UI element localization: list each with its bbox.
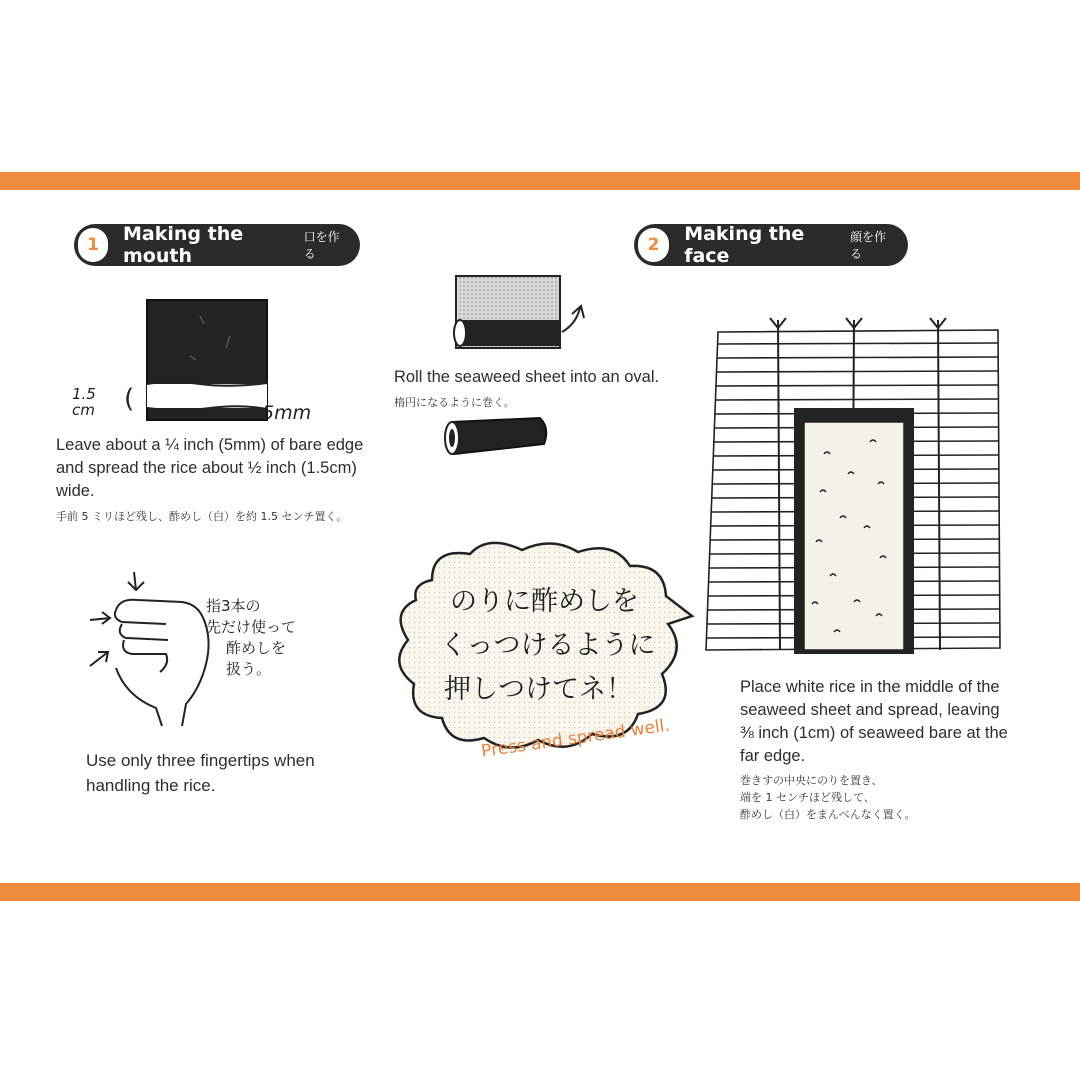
hand-illustration xyxy=(86,568,226,728)
step1-title-jp: 口を作る xyxy=(303,230,340,261)
bubble-line: くっつけるように xyxy=(440,630,656,661)
measure-bracket: ( xyxy=(124,384,135,414)
step1-caption: Leave about a ¼ inch (5mm) of bare edge and spread the rice about ½ inch (1.5cm) wide. xyxy=(56,436,364,500)
rolled-sheet-illustration xyxy=(450,272,590,352)
measure-left-label: 1.5 cm xyxy=(72,385,96,419)
fingertips-caption: Use only three fingertips when handling the rice. xyxy=(86,751,315,795)
hand-note-line: 指3本の xyxy=(206,597,261,615)
step2-jp-line: 端を 1 センチほど残して、 xyxy=(740,791,875,804)
roll-caption: Roll the seaweed sheet into an oval. xyxy=(394,368,660,386)
hand-note-line: 先だけ使って xyxy=(206,618,297,636)
step2-title: Making the face xyxy=(684,223,805,267)
step1-caption-jp: 手前 5 ミリほど残し、酢めし（白）を約 1.5 センチ置く。 xyxy=(56,510,348,523)
bubble-line: 押しつけてネ！ xyxy=(444,674,633,705)
top-orange-band xyxy=(0,172,1080,190)
measure-right-label: 5mm xyxy=(262,402,312,424)
step2-heading xyxy=(634,224,908,266)
rolled-tube-illustration xyxy=(440,414,552,460)
step2-jp-line: 巻きすの中央にのりを置き、 xyxy=(740,774,883,787)
hand-note-jp xyxy=(206,596,296,680)
step1-title: Making the mouth xyxy=(123,223,244,267)
seaweed-sheet-illustration xyxy=(140,296,275,426)
step2-caption-jp xyxy=(740,772,916,823)
hand-note-line: 扱う。 xyxy=(226,660,272,678)
step2-title-jp: 顔を作る xyxy=(849,230,886,261)
step2-jp-line: 酢めし（白）をまんべんなく置く。 xyxy=(740,808,916,821)
bubble-translation: Press and spread well. xyxy=(480,715,672,762)
bottom-orange-band xyxy=(0,883,1080,901)
bamboo-mat-illustration xyxy=(700,314,1010,664)
step2-number: 2 xyxy=(638,228,669,262)
bubble-line: のりに酢めしを xyxy=(450,586,639,617)
roll-caption-jp: 楕円になるように巻く。 xyxy=(394,396,515,409)
hand-note-line: 酢めしを xyxy=(226,639,287,657)
step2-caption: Place white rice in the middle of the seaweed sheet and spread, leaving ⅜ inch (1cm) of seaweed bare at the far edge. xyxy=(740,678,1008,765)
step1-number: 1 xyxy=(78,228,108,262)
bubble-text xyxy=(440,580,655,712)
step1-heading xyxy=(74,224,360,266)
